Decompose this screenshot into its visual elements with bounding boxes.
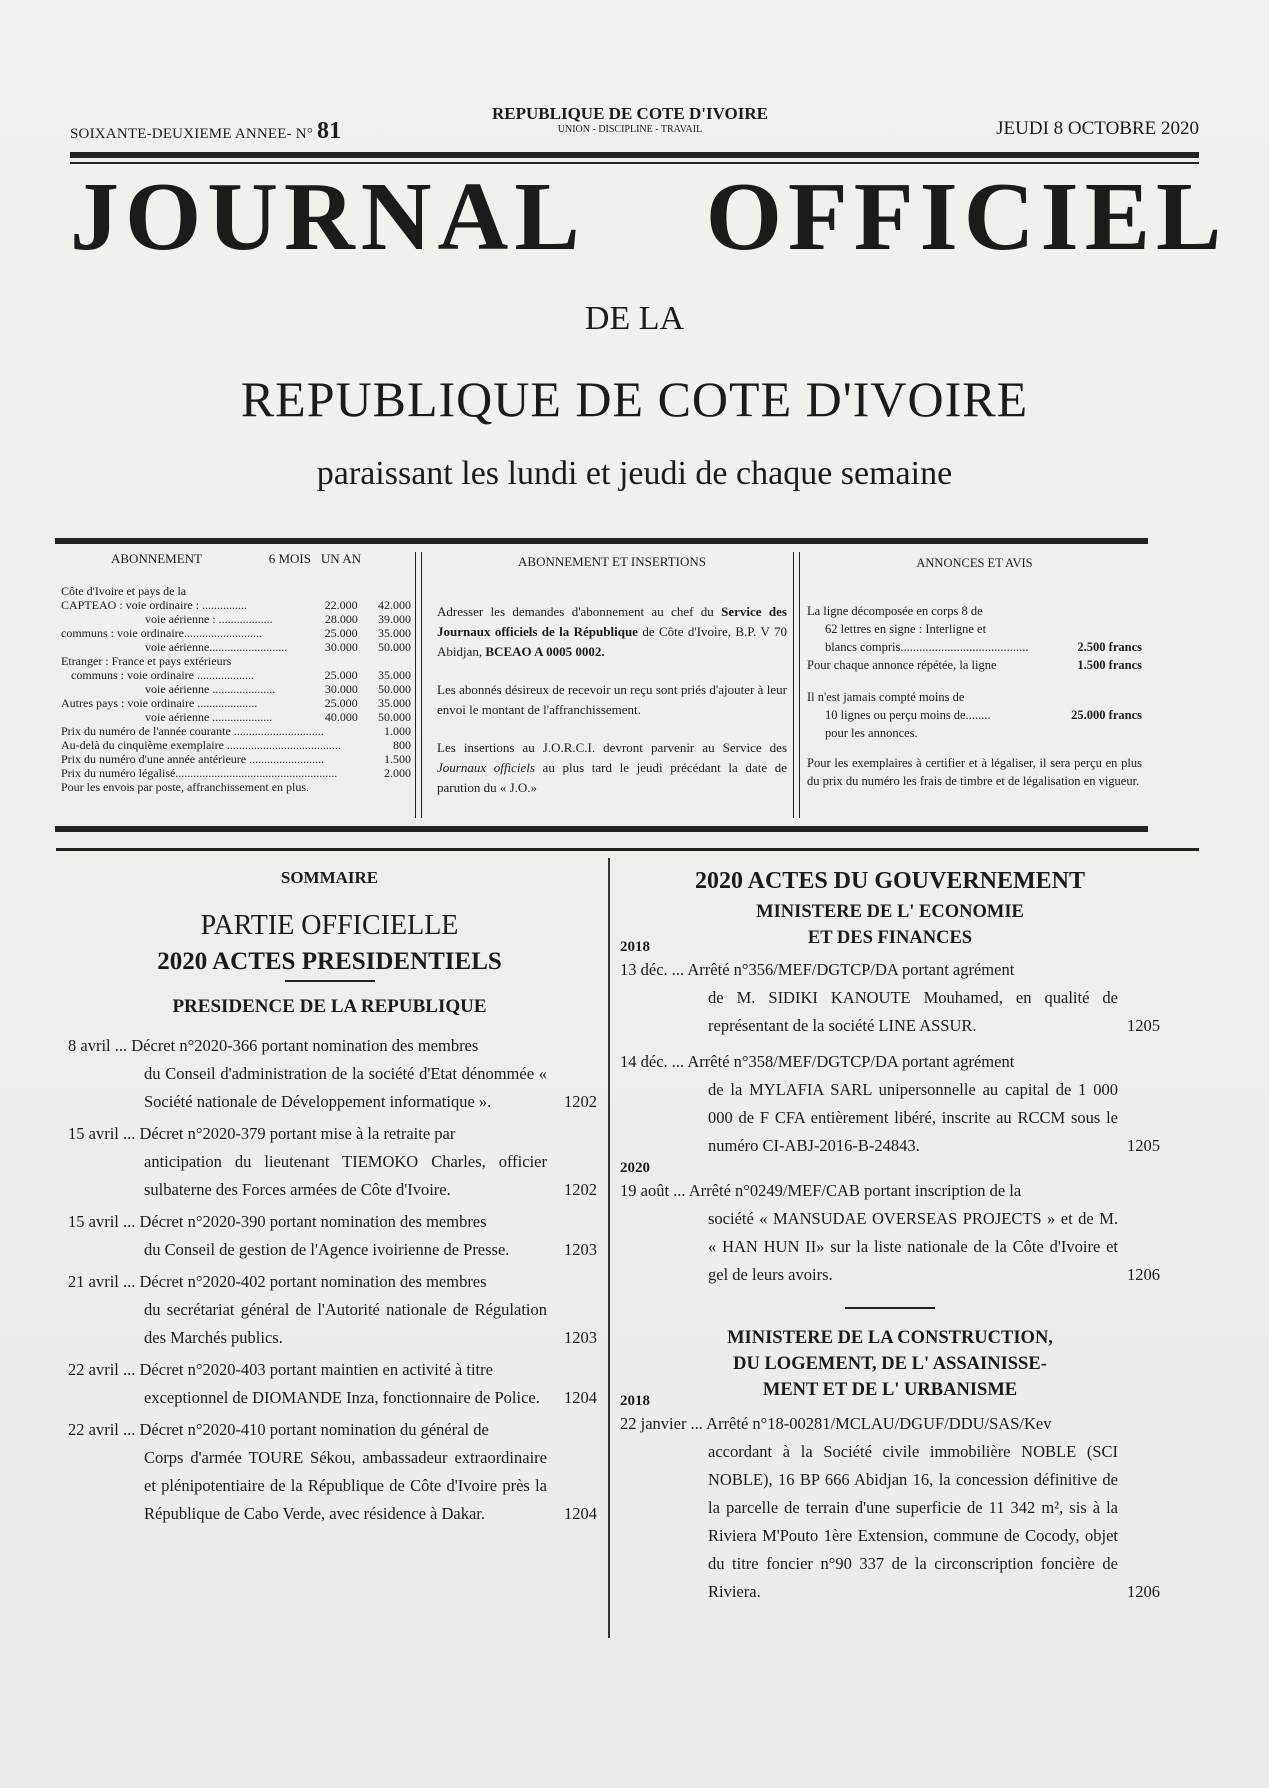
subscription-row (61, 640, 411, 654)
entry-first-line (68, 1120, 547, 1148)
divider (285, 980, 375, 982)
entry-date: 22 avril ... (68, 1420, 140, 1439)
publication-frequency: paraissant les lundi et jeudi de chaque semaine (316, 455, 953, 492)
entry-first-line (68, 1416, 547, 1444)
ministry-economie: MINISTERE DE L' ECONOMIE ET DES FINANCES (756, 902, 1024, 948)
price-6-mois: 30.000 (324, 640, 358, 654)
annonces-minimum: Il n'est jamais compté moins de 10 lignes ou perçu moins de........ 25.000 francs pour les annonces. (807, 690, 1142, 740)
subscription-extra-row (61, 738, 411, 752)
page-number: 1203 (564, 1328, 597, 1347)
subscription-row (61, 584, 411, 598)
economie-entries-2020 (620, 1177, 1160, 1289)
entry-text (620, 1048, 1118, 1160)
year-heading: 2018 (620, 939, 650, 955)
entry-date: 8 avril ... (68, 1036, 132, 1055)
entry-text (62, 1208, 547, 1264)
entry-date: 22 avril ... (68, 1360, 140, 1379)
divider (845, 1307, 935, 1309)
entry-title: Décret n°2020-390 portant nomination des membres (139, 1212, 487, 1231)
entry-text (62, 1416, 547, 1528)
price-6-mois: 40.000 (324, 710, 358, 724)
subscription-label: voie aérienne.......................... (145, 640, 288, 654)
republic-name: REPUBLIQUE DE COTE D'IVOIRE (492, 104, 768, 123)
price-un-an: 50.000 (378, 710, 412, 724)
price-un-an: 35.000 (378, 696, 411, 710)
entry-title: Arrêté n°0249/MEF/CAB portant inscription de la (688, 1181, 1022, 1200)
de-la: DE LA (584, 300, 685, 337)
price-un-an: 50.000 (378, 640, 412, 654)
entry-date: 15 avril ... (68, 1212, 140, 1231)
price-6-mois: 22.000 (324, 598, 358, 612)
subscription-extra-row (61, 752, 411, 766)
price: 1.500 (384, 752, 411, 766)
actes-gouvernement: 2020 ACTES DU GOUVERNEMENT (694, 868, 1086, 894)
entry-text (620, 956, 1118, 1040)
sommaire-entry (620, 956, 1160, 1040)
subscription-row (61, 696, 411, 710)
entry-title: Décret n°2020-402 portant nomination des membres (139, 1272, 487, 1291)
insertions-p1: Adresser les demandes d'abonnement au chef du Service des Journaux officiels de la République de Côte d'Ivoire, B.P. V 70 Abidjan, BCEAO A 0005 0002. (437, 604, 787, 659)
price-6-mois (308, 584, 357, 598)
subscription-head: ABONNEMENT 6 MOIS UN AN (111, 551, 361, 566)
entry-first-line (620, 1052, 1014, 1071)
entry-continuation: du secrétariat général de l'Autorité nationale de Régulation des Marchés publics. (144, 1300, 547, 1347)
entry-continuation: société « MANSUDAE OVERSEAS PROJECTS » et de M. « HAN HUN II» sur la liste nationale de la Côte d'Ivoire et gel de leurs avoirs. (708, 1209, 1118, 1284)
entry-text (62, 1356, 547, 1412)
sommaire-entry (620, 1177, 1160, 1289)
page-number: 1206 (1127, 1582, 1160, 1601)
motto: UNION - DISCIPLINE - TRAVAIL (557, 124, 703, 135)
price-6-mois: 25.000 (324, 668, 358, 682)
subscription-row (61, 654, 411, 668)
subscription-label: Autres pays : voie ordinaire .................... (61, 696, 258, 710)
year-heading: 2020 (620, 1160, 650, 1176)
page-number: 1203 (564, 1240, 597, 1259)
price-6-mois: 25.000 (324, 696, 358, 710)
construction-entries-2018 (620, 1410, 1160, 1606)
insertions-title: ABONNEMENT ET INSERTIONS (518, 554, 706, 569)
price-un-an (358, 584, 411, 598)
price: 800 (393, 738, 411, 752)
price-un-an: 42.000 (378, 598, 411, 612)
price-6-mois: 25.000 (324, 626, 358, 640)
issue-date: JEUDI 8 OCTOBRE 2020 (996, 118, 1199, 139)
subscription-label: communs : voie ordinaire.......................... (61, 626, 262, 640)
entry-text (620, 1177, 1118, 1289)
subscription-label: Prix du numéro d'une année antérieure ......................... (61, 752, 325, 766)
sommaire-entry (62, 1208, 597, 1264)
annonces-column (807, 554, 1142, 802)
insertions-p2: Les abonnés désireux de recevoir un reçu sont priés d'ajouter à leur envoi le montant de l'affranchissement. (437, 682, 787, 717)
annonces-rates: La ligne décomposée en corps 8 de 62 lettres en signe : Interligne et blancs compris......................................... 2.500 francs Pour chaque annonce répétée, la ligne 1.500 francs (807, 604, 1142, 672)
country-title: REPUBLIQUE DE COTE D'IVOIRE (240, 371, 1029, 427)
price-6-mois: 28.000 (324, 612, 358, 626)
masthead-word1: JOURNAL (70, 163, 586, 271)
subscription-label: Prix du numéro de l'année courante .............................. (61, 724, 324, 738)
entry-first-line (68, 1032, 547, 1060)
annonces-title: ANNONCES ET AVIS (916, 556, 1033, 570)
entry-continuation: du Conseil d'administration de la société d'Etat dénommée « Société nationale de Développement informatique ». (144, 1064, 547, 1111)
subscription-row (61, 682, 411, 696)
subscription-label: voie aérienne .................... (145, 710, 273, 724)
entry-first-line (620, 1181, 1021, 1200)
partie-officielle: PARTIE OFFICIELLE (200, 910, 459, 941)
entry-title: Arrêté n°358/MEF/DGTCP/DA portant agrément (687, 1052, 1015, 1071)
subscription-extra (61, 724, 411, 780)
subscription-rows (61, 584, 411, 724)
economie-entries-2018 (620, 956, 1160, 1160)
entry-title: Décret n°2020-379 portant mise à la retraite par (139, 1124, 456, 1143)
column-separator (608, 858, 610, 1638)
insertions-column (437, 552, 787, 816)
page-number: 1202 (564, 1180, 597, 1199)
entry-date: 21 avril ... (68, 1272, 140, 1291)
entry-continuation: anticipation du lieutenant TIEMOKO Charles, officier sulbaterne des Forces armées de Côte d'Ivoire. (144, 1152, 547, 1199)
entry-first-line (68, 1208, 547, 1236)
entry-continuation: de la MYLAFIA SARL unipersonnelle au capital de 1 000 000 de F CFA entièrement libéré, inscrite au RCCM sous le numéro CI-ABJ-2016-B-24843. (708, 1080, 1118, 1155)
entry-text (620, 1410, 1118, 1606)
price: 2.000 (384, 766, 411, 780)
page-number: 1204 (564, 1388, 597, 1407)
entry-first-line (68, 1356, 547, 1384)
divider (70, 152, 1199, 158)
sommaire-entry (62, 1416, 597, 1528)
presidential-entries (62, 1032, 597, 1528)
masthead-word2: OFFICIEL (705, 163, 1228, 271)
entry-date: 22 janvier ... (620, 1414, 707, 1433)
entry-first-line (68, 1268, 547, 1296)
price-un-an: 35.000 (378, 626, 411, 640)
column-separator (415, 552, 422, 818)
entry-text (62, 1268, 547, 1352)
presidence-title: PRESIDENCE DE LA REPUBLIQUE (172, 996, 487, 1017)
subscription-label: communs : voie ordinaire ................... (71, 668, 254, 682)
entry-continuation: accordant à la Société civile immobilière NOBLE (SCI NOBLE), 16 BP 666 Abidjan 16, la concession définitive de la parcelle de terrain d'une superficie de 11 342 m², sis à la Riviera M'Pouto 1ère Extension, commune de Cocody, objet du titre foncier n°90 337 de la circonscription foncière de Riviera. (708, 1442, 1118, 1601)
page-number: 1206 (1127, 1265, 1160, 1284)
price-6-mois (308, 654, 357, 668)
subscription-label: voie aérienne : .................. (145, 612, 273, 626)
subscription-label: CAPTEAO : voie ordinaire : ............... (61, 598, 247, 612)
subscription-row (61, 612, 411, 626)
price-un-an: 50.000 (378, 682, 412, 696)
price-un-an: 39.000 (378, 612, 412, 626)
divider (56, 848, 1199, 851)
entry-continuation: de M. SIDIKI KANOUTE Mouhamed, en qualité de représentant de la société LINE ASSUR. (708, 988, 1118, 1035)
price-6-mois: 30.000 (324, 682, 358, 696)
sommaire-entry (62, 1032, 597, 1116)
entry-text (62, 1032, 547, 1116)
entry-date: 15 avril ... (68, 1124, 140, 1143)
price-un-an (358, 654, 411, 668)
ministry-construction: MINISTERE DE LA CONSTRUCTION, DU LOGEMENT, DE L' ASSAINISSE- MENT ET DE L' URBANISME (727, 1328, 1053, 1400)
sommaire-entry (62, 1356, 597, 1412)
sommaire-entry (62, 1268, 597, 1352)
sommaire-entry (620, 1410, 1160, 1606)
column-separator (793, 552, 800, 818)
entry-continuation: exceptionnel de DIOMANDE Inza, fonctionnaire de Police. (144, 1388, 540, 1407)
subscription-extra-row (61, 766, 411, 780)
masthead-title (70, 163, 1228, 271)
price: 1.000 (384, 724, 411, 738)
year-label: SOIXANTE-DEUXIEME ANNEE- N° (70, 126, 314, 142)
entry-title: Arrêté n°356/MEF/DGTCP/DA portant agrément (687, 960, 1015, 979)
entry-title: Décret n°2020-410 portant nomination du général de (139, 1420, 489, 1439)
subscription-extra-row (61, 724, 411, 738)
insertions-p3: Les insertions au J.O.R.C.I. devront parvenir au Service des Journaux officiels au plus tard le jeudi précédant la date de parution du « J.O.» (437, 740, 787, 795)
year-heading: 2018 (620, 1393, 650, 1409)
subscription-label: Au-delà du cinquième exemplaire ...................................... (61, 738, 341, 752)
entry-date: 14 déc. ... (620, 1052, 688, 1071)
entry-continuation: du Conseil de gestion de l'Agence ivoirienne de Presse. (144, 1240, 510, 1259)
page-number: 1202 (564, 1092, 597, 1111)
price-un-an: 35.000 (378, 668, 411, 682)
sommaire-title: SOMMAIRE (280, 868, 379, 887)
gouvernement-column (620, 868, 1160, 1614)
entry-date: 13 déc. ... (620, 960, 688, 979)
subscription-row (61, 598, 411, 612)
entry-text (62, 1120, 547, 1204)
entry-date: 19 août ... (620, 1181, 689, 1200)
annonces-legalisation: Pour les exemplaires à certifier et à légaliser, il sera perçu en plus du prix du numéro les frais de timbre et de légalisation en vigueur. (807, 756, 1142, 788)
entry-continuation: Corps d'armée TOURE Sékou, ambassadeur extraordinaire et plénipotentiaire de la République de Côte d'Ivoire près la République de Cabo Verde, avec résidence à Dakar. (144, 1448, 547, 1523)
entry-first-line (620, 960, 1014, 979)
subscription-row (61, 668, 411, 682)
entry-first-line (620, 1414, 1051, 1433)
top-header (70, 104, 1199, 154)
sommaire-entry (620, 1048, 1160, 1160)
republic-header (450, 104, 810, 135)
entry-title: Décret n°2020-403 portant maintien en activité à titre (139, 1360, 493, 1379)
subscription-label: voie aérienne ..................... (145, 682, 276, 696)
info-box (55, 538, 1148, 832)
entry-title: Décret n°2020-366 portant nomination des membres (131, 1036, 479, 1055)
issue-number: 81 (316, 118, 342, 144)
subscription-label: Côte d'Ivoire et pays de la (61, 584, 187, 598)
year-issue (70, 118, 341, 145)
subscription-label: Prix du numéro légalisé...................................................... (61, 766, 338, 780)
page-number: 1205 (1127, 1136, 1160, 1155)
subscription-label: Etranger : France et pays extérieurs (61, 654, 232, 668)
page-number: 1205 (1127, 1016, 1160, 1035)
page-number: 1204 (564, 1504, 597, 1523)
subscription-row (61, 710, 411, 724)
sommaire-column (62, 868, 597, 1532)
actes-presidentiels: 2020 ACTES PRESIDENTIELS (157, 948, 502, 975)
subscription-row (61, 626, 411, 640)
subscription-prices (61, 552, 411, 794)
subscription-footer: Pour les envois par poste, affranchissement en plus. (61, 780, 310, 794)
sommaire-entry (62, 1120, 597, 1204)
entry-title: Arrêté n°18-00281/MCLAU/DGUF/DDU/SAS/Kev (706, 1414, 1052, 1433)
